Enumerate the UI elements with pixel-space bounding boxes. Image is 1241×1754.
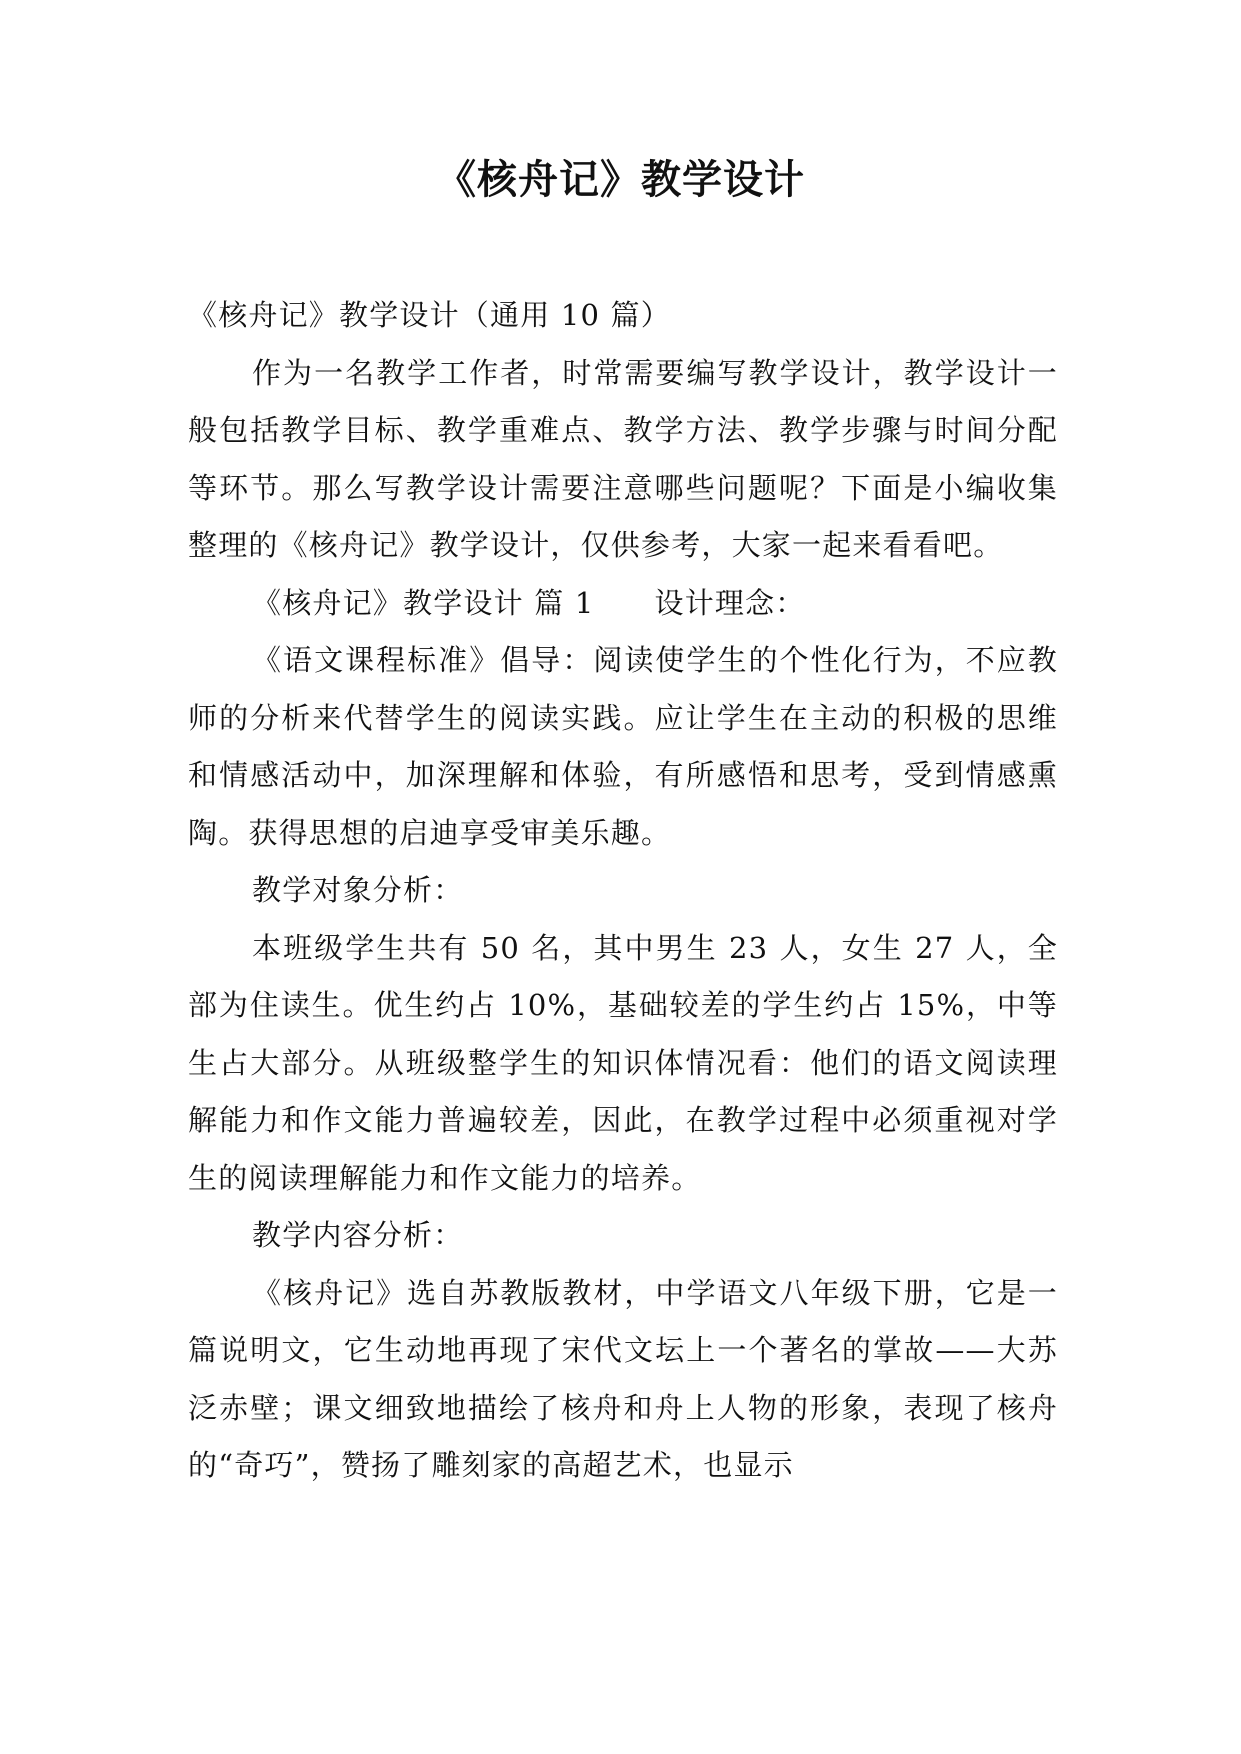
document-title: 《核舟记》教学设计 <box>436 156 805 203</box>
students-analysis-heading: 教学对象分析： <box>252 873 464 907</box>
content-analysis-heading: 教学内容分析： <box>252 1218 464 1252</box>
section-heading: 《核舟记》教学设计 篇 1 <box>252 585 595 620</box>
document-body <box>188 287 1058 1495</box>
intro-paragraph: 作为一名教学工作者，时常需要编写教学设计，教学设计一般包括教学目标、教学重难点、教学方法、教学步骤与时间分配等环节。那么写教学设计需要注意哪些问题呢？下面是小编收集整理的《核舟记》教学设计，仅供参考，大家一起来看看吧。 <box>188 355 1058 562</box>
design-concept-label: 设计理念： <box>654 585 806 620</box>
design-concept-paragraph: 《语文课程标准》倡导：阅读使学生的个性化行为，不应教师的分析来代替学生的阅读实践。应让学生在主动的积极的思维和情感活动中，加深理解和体验，有所感悟和思考，受到情感熏陶。获得思想的启迪享受审美乐趣。 <box>188 643 1058 850</box>
document-subtitle: 《核舟记》教学设计（通用 10 篇） <box>188 298 671 332</box>
section-heading-line <box>188 575 1058 633</box>
students-analysis-paragraph: 本班级学生共有 50 名，其中男生 23 人，女生 27 人，全部为住读生。优生约占 10%，基础较差的学生约占 15%，中等生占大部分。从班级整学生的知识体情况看：他们的语文阅读理解能力和作文能力普遍较差，因此，在教学过程中必须重视对学生的阅读理解能力和作文能力的培养。 <box>188 930 1058 1195</box>
content-analysis-paragraph: 《核舟记》选自苏教版教材，中学语文八年级下册，它是一篇说明文，它生动地再现了宋代文坛上一个著名的掌故——大苏泛赤壁；课文细致地描绘了核舟和舟上人物的形象，表现了核舟的“奇巧”，赞扬了雕刻家的高超艺术，也显示 <box>188 1275 1058 1482</box>
